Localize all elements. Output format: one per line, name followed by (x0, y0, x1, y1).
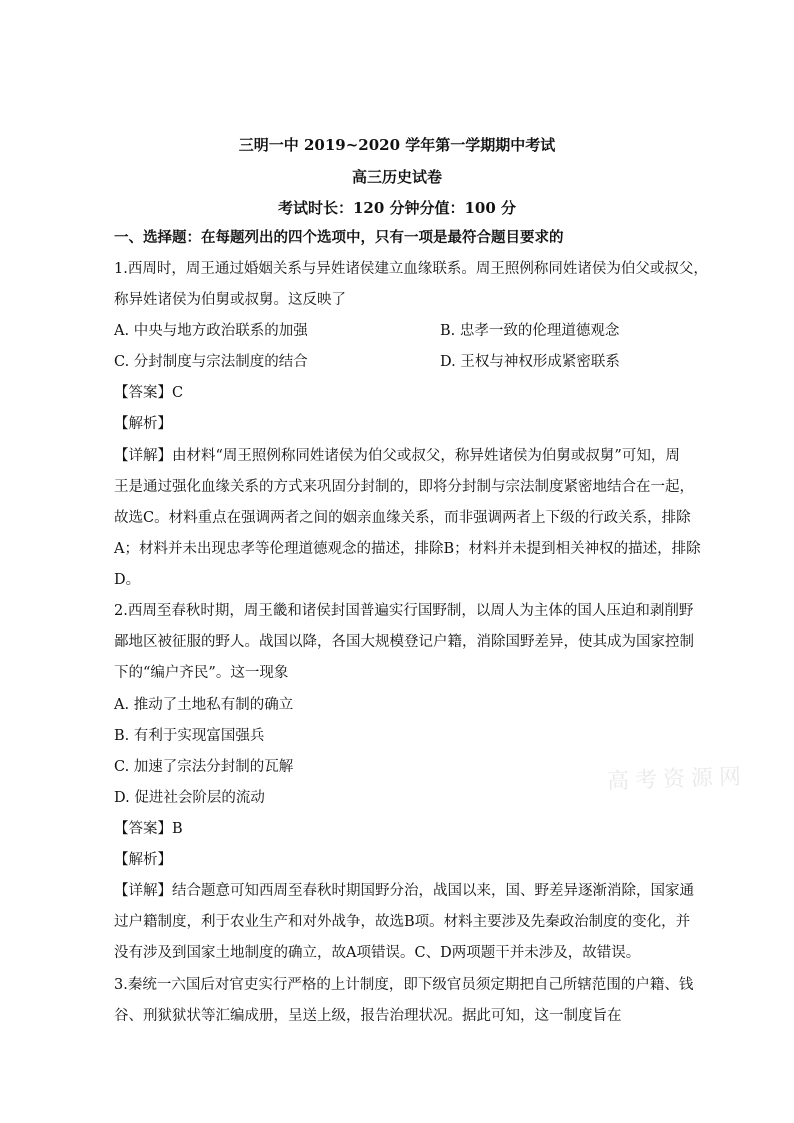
q2-answer: 【答案】B (114, 821, 183, 837)
exam-meta: 考试时长：120 分钟分值：100 分 (277, 199, 517, 217)
q1-detail-line: 【详解】由材料“周王照例称同姓诸侯为伯父或叔父，称异姓诸侯为伯舅或叔舅”可知，周 (114, 448, 680, 464)
q3-stem-line: 3.秦统一六国后对官吏实行严格的上计制度，即下级官员须定期把自己所辖范围的户籍、钱 (114, 977, 694, 993)
q2-detail-line: 没有涉及到国家土地制度的确立，故A项错误。C、D两项题干并未涉及，故错误。 (114, 945, 641, 961)
q1-analysis-label: 【解析】 (114, 416, 172, 432)
q2-detail-line: 过户籍制度，利于农业生产和对外战争，故选B项。材料主要涉及先秦政治制度的变化，并 (114, 914, 691, 930)
q1-detail-line: 故选C。材料重点在强调两者之间的姻亲血缘关系，而非强调两者上下级的行政关系，排除 (114, 510, 691, 526)
q2-option-a: A. 推动了土地私有制的确立 (114, 697, 294, 713)
q1-option-b: B. 忠孝一致的伦理道德观念 (440, 323, 620, 339)
q3-stem-line: 谷、刑狱狱状等汇编成册，呈送上级，报告治理状况。据此可知，这一制度旨在 (114, 1008, 622, 1024)
q1-detail-line: 王是通过强化血缘关系的方式来巩固分封制的，即将分封制与宗法制度紧密地结合在一起， (114, 479, 694, 495)
q2-option-b: B. 有利于实现富国强兵 (114, 728, 265, 744)
q1-option-a: A. 中央与地方政治联系的加强 (114, 323, 308, 339)
q1-stem-line: 1.西周时，周王通过婚姻关系与异姓诸侯建立血缘联系。周王照例称同姓诸侯为伯父或叔父， (114, 261, 708, 277)
q1-detail-line: A；材料并未出现忠孝等伦理道德观念的描述，排除B；材料并未提到相关神权的描述，排除 (114, 541, 701, 557)
section-heading: 一、选择题：在每题列出的四个选项中，只有一项是最符合题目要求的 (114, 229, 564, 246)
exam-title: 三明一中 2019~2020 学年第一学期期中考试 (238, 136, 556, 154)
q1-option-d: D. 王权与神权形成紧密联系 (440, 354, 620, 370)
q2-stem-line: 下的“编户齐民”。这一现象 (114, 665, 289, 681)
q1-answer: 【答案】C (114, 385, 184, 401)
q1-stem-line: 称异姓诸侯为伯舅或叔舅。这反映了 (114, 292, 346, 308)
q1-detail-line: D。 (114, 572, 141, 588)
q2-option-c: C. 加速了宗法分封制的瓦解 (114, 759, 294, 775)
q2-option-d: D. 促进社会阶层的流动 (114, 790, 265, 806)
q2-stem-line: 鄙地区被征服的野人。战国以降，各国大规模登记户籍，消除国野差异，使其成为国家控制 (114, 634, 694, 650)
q2-detail-line: 【详解】结合题意可知西周至春秋时期国野分治，战国以来，国、野差异逐渐消除，国家通 (114, 883, 694, 899)
q2-analysis-label: 【解析】 (114, 852, 172, 868)
q2-stem-line: 2.西周至春秋时期，周王畿和诸侯封国普遍实行国野制，以周人为主体的国人压迫和剥削野 (114, 603, 694, 619)
q1-option-c: C. 分封制度与宗法制度的结合 (114, 354, 308, 370)
watermark: 高考资源网 (606, 764, 748, 795)
exam-subtitle: 高三历史试卷 (351, 168, 442, 186)
